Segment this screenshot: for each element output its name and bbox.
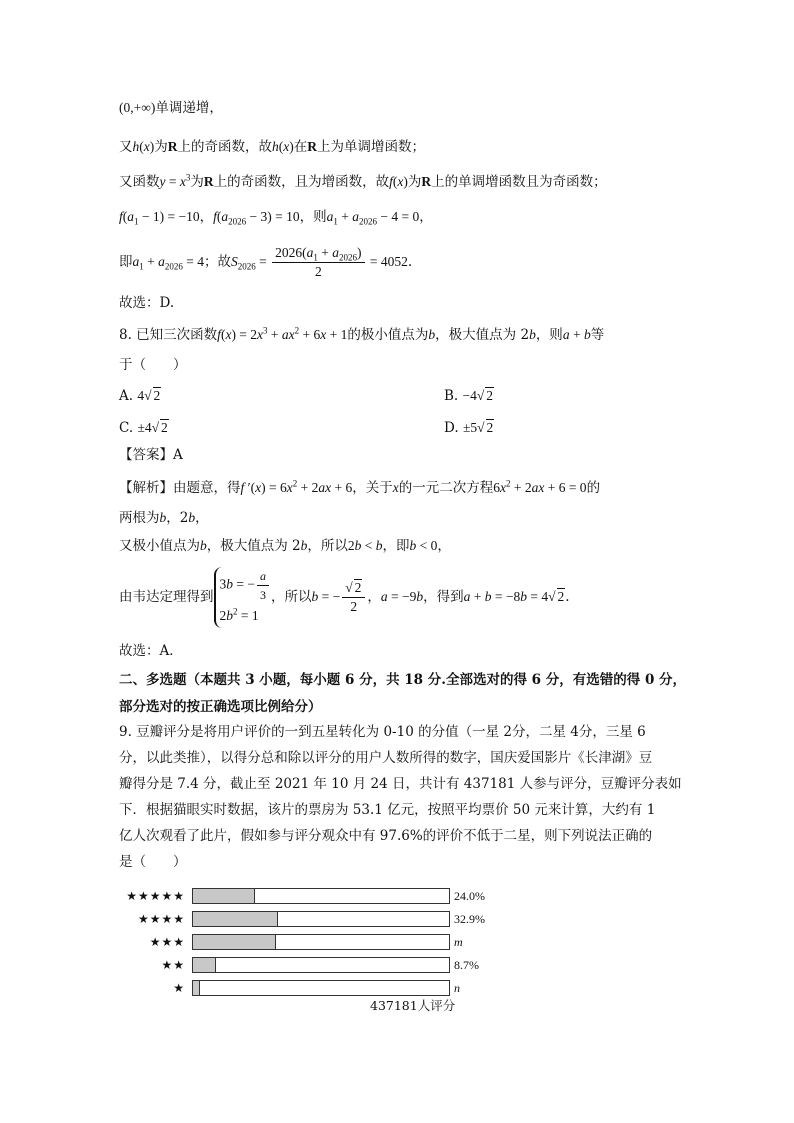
question-8-cont: 于（ ） (119, 357, 187, 373)
explanation-1: 【解析】由题意，得f $'(x) = 6x^2 + 2ax + 6$，关于x的一元二次方程$6x^2 + 2ax + 6 = 0$的 (119, 478, 601, 496)
star-label-3: ★★★ (149, 935, 185, 949)
value-label-4: 32.9% (454, 912, 485, 926)
value-label-5: 24.0% (454, 889, 485, 903)
option-d: D. ±5√ 2 (444, 420, 494, 436)
value-label-1: n (454, 981, 460, 995)
line-h-odd: 又h(x)为R上的奇函数，故h(x)在R上为单调增函数； (119, 139, 425, 155)
value-label-3: m (454, 935, 463, 949)
bar-frame-4 (192, 911, 450, 927)
question-9-line-1: 9. 豆瓣评分是将用户评价的一到五星转化为 0-10 的分值（一星 2分，二星 4分，三星 6 (119, 724, 646, 740)
question-9-line-2: 分，以此类推），以得分总和除以评分的用户人数所得的数字，国庆爱国影片《长津湖》豆 (119, 750, 653, 766)
star-label-4: ★★★★ (137, 912, 185, 926)
bar-frame-2 (192, 957, 450, 973)
bar-4 (193, 912, 278, 926)
line-choice-a: 故选：A． (119, 643, 183, 659)
question-8: 8. 已知三次函数$f(x) = 2x^3 + ax^2 + 6x + 1$的极小值点为b，极大值点为 2b，则a + b等 (119, 325, 605, 343)
explanation-3: 又极小值点为b，极大值点为 2b，所以2b < b，即b < 0， (119, 538, 451, 554)
bar-frame-3 (192, 934, 450, 950)
bar-1 (193, 981, 200, 995)
star-label-1: ★ (173, 981, 185, 995)
star-label-2: ★★ (161, 958, 185, 972)
bar-5 (193, 889, 255, 903)
line-monotonic: (0,+∞)单调递增， (119, 100, 223, 116)
section-2-header-cont: 部分选对的按正确选项比例给分） (119, 699, 322, 715)
explanation-4: 由韦达定理得到 3b = − $\frac{a}{3}$ $2b^2 = 1$ ，所以b = − $\frac{√ 2}{2}$ ，a = −9b，得到a + b = −8b = 4√ 2. (119, 566, 570, 628)
option-c: C. ±4√ 2 (119, 420, 168, 436)
bar-frame-1 (192, 980, 450, 996)
bar-3 (193, 935, 276, 949)
option-b: B. −4√ 2 (444, 388, 494, 404)
question-9-line-4: 下．根据猫眼实时数据，该片的票房为 53.1 亿元，按照平均票价 50 元来计算，大约有 1 (119, 802, 656, 818)
bar-frame-5 (192, 888, 450, 904)
line-f-values: $f(a_1 - 1) = -10$，$f(a_{2026} - 3) = 10$，则$a_1 + a_{2026} - 4 = 0$， (119, 209, 433, 227)
answer-line: 【答案】A (119, 447, 183, 463)
explanation-2: 两根为b，2b， (119, 510, 209, 526)
section-2-header: 二、多选题（本题共 3 小题，每小题 6 分，共 18 分.全部选对的得 6 分，有选错的得 0 分， (119, 672, 687, 688)
line-choice-d: 故选：D. (119, 295, 175, 311)
question-9-line-5: 亿人次观看了此片，假如参与评分观众中有 97.6%的评价不低于二星，则下列说法正确的 (119, 828, 653, 844)
value-label-2: 8.7% (454, 958, 479, 972)
question-9-line-3: 瓣得分是 7.4 分，截止至 2021 年 10 月 24 日，共计有 437181 人参与评分，豆瓣评分表如 (119, 776, 682, 792)
option-a: A. 4√ 2 (119, 388, 161, 404)
line-f-odd: 又函数$y = x^3$为R上的奇函数，且为增函数，故f(x)为R上的单调增函数且为奇函数； (119, 172, 607, 190)
bar-2 (193, 958, 216, 972)
star-label-5: ★★★★★ (126, 889, 185, 903)
line-sum: 即$a_1 + a_{2026} = 4$；故$S_{2026}$ = $\frac{2026(a_1 + a_{2026})}{2}$ = 4052. (119, 245, 413, 280)
chart-footer: 437181人评分 (370, 998, 456, 1013)
question-9-line-6: 是（ ） (119, 854, 187, 870)
